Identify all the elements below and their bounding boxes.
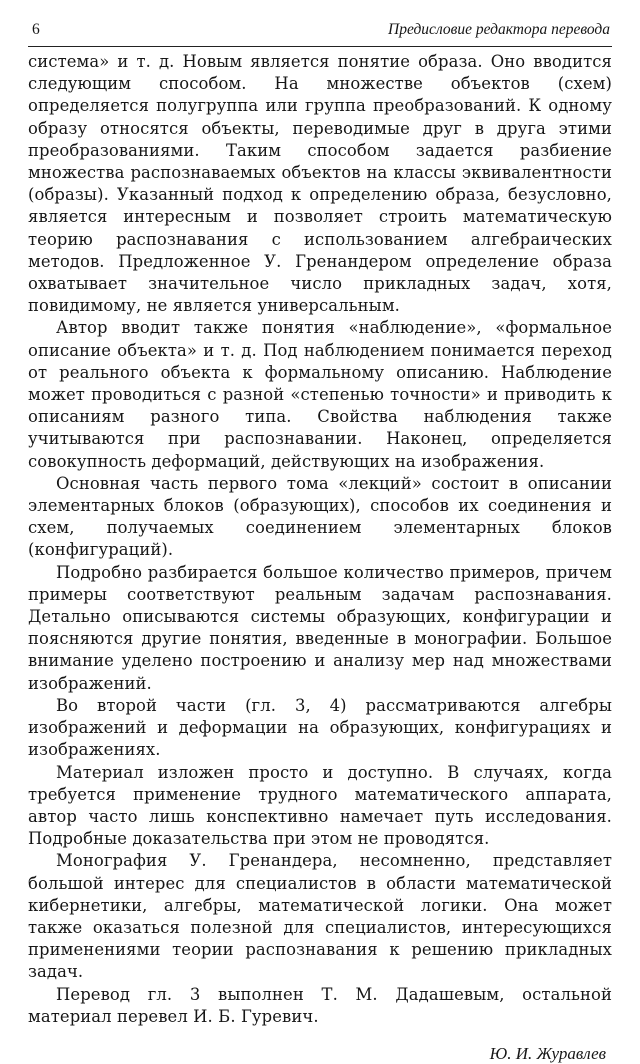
- running-header-title: Предисловие редактора перевода: [388, 21, 610, 38]
- paragraph: Автор вводит также понятия «наблюдение», «формальное описание объекта» и т. д. Под наблюдением понимается переход от реального объекта к формальному описанию. Наблюдение может проводиться с разной «степенью точности» и приводить к описаниям разного типа. Свойства наблюдения также учитываются при распознавании. Наконец, определяется совокупность деформаций, действующих на изображения.: [28, 318, 612, 471]
- paragraph: Материал изложен просто и доступно. В случаях, когда требуется применение трудного математического аппарата, автор часто лишь конспективно намечает путь исследования. Подробные доказательства при этом не проводятся.: [28, 762, 612, 849]
- paragraph: Перевод гл. 3 выполнен Т. М. Дадашевым, остальной материал перевел И. Б. Гуревич.: [28, 984, 612, 1026]
- body-text: [28, 51, 612, 1028]
- paragraph: Подробно разбирается большое количество примеров, причем примеры соответствуют реальным задачам распознавания. Детально описываются системы образующих, конфигурации и поясняются другие понятия, введенные в монографии. Большое внимание уделено построению и анализу мер над множествами изображений.: [28, 562, 612, 693]
- editor-signature: Ю. И. Журавлев: [489, 1043, 606, 1063]
- page-number: 6: [32, 21, 40, 38]
- paragraph: Основная часть первого тома «лекций» состоит в описании элементарных блоков (образующих), способов их соединения и схем, получаемых соединением элементарных блоков (конфигураций).: [28, 473, 612, 560]
- book-page: [28, 20, 612, 1064]
- paragraph: Монография У. Гренандера, несомненно, представляет большой интерес для специалистов в области математической кибернетики, алгебры, математической логики. Она может также оказаться полезной для специалистов, интересующихся применениями теории распознавания к решению прикладных задач.: [28, 851, 612, 982]
- paragraph-continued: система» и т. д. Новым является понятие образа. Оно вводится следующим способом. На множестве объектов (схем) определяется полугруппа или группа преобразований. К одному образу относятся объекты, переводимые друг в друга этими преобразованиями. Таким способом задается разбиение множества распознаваемых объектов на классы эквивалентности (образы). Указанный подход к определению образа, безусловно, является интересным и позволяет строить математическую теорию распознавания с использованием алгебраических методов. Предложенное У. Гренандером определение образа охватывает значительное число прикладных задач, хотя, повидимому, не является универсальным.: [28, 52, 612, 316]
- paragraph: Во второй части (гл. 3, 4) рассматриваются алгебры изображений и деформации на образующих, конфигурациях и изображениях.: [28, 695, 612, 760]
- running-header: [28, 20, 612, 47]
